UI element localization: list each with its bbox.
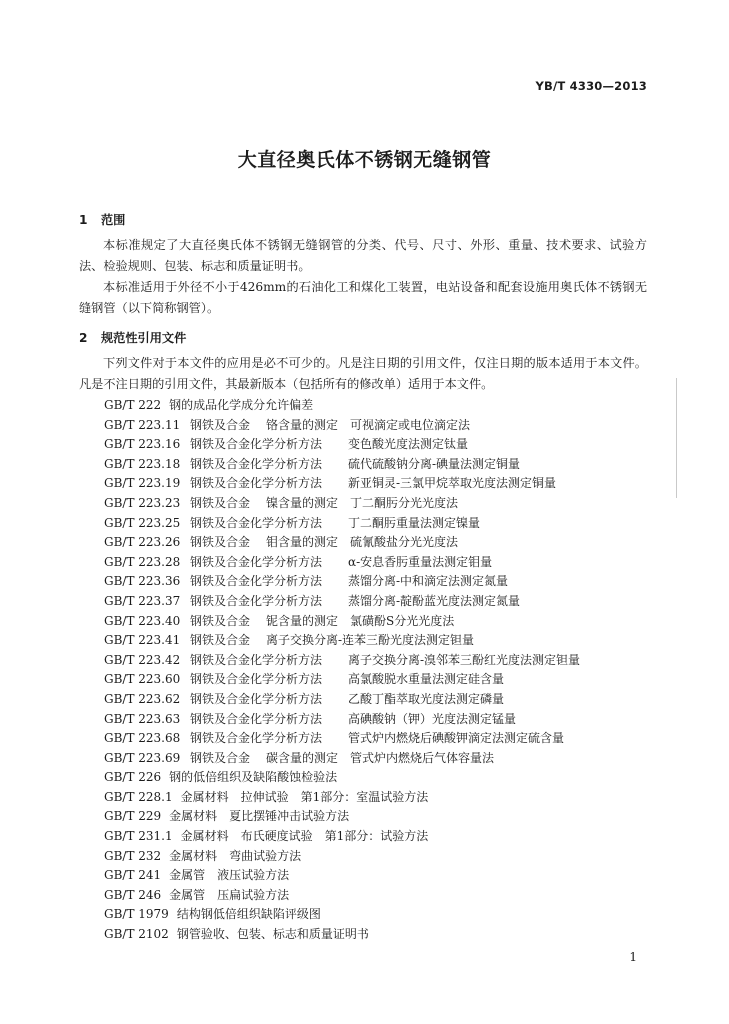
- reference-title-part1: 钢铁及合金: [190, 613, 251, 628]
- reference-code: GB/T 241: [104, 868, 162, 883]
- reference-item: [104, 455, 644, 475]
- reference-title-part2: 高氯酸脱水重量法测定硅含量: [348, 672, 505, 687]
- section-title: 范围: [101, 213, 126, 227]
- reference-item: [104, 690, 644, 710]
- reference-title-part2: α-安息香肟重量法测定钼量: [348, 554, 493, 569]
- reference-code: GB/T 223.41: [104, 633, 181, 648]
- reference-item: [104, 631, 644, 651]
- reference-title-part1: 钢的成品化学成分允许偏差: [169, 398, 314, 412]
- reference-title-part1: 金属管 液压试验方法: [169, 868, 290, 883]
- reference-title-part2: 碳含量的测定 管式炉内燃烧后气体容量法: [266, 750, 495, 765]
- reference-title-part1: 钢铁及合金化学分析方法: [190, 691, 323, 706]
- reference-item: [104, 866, 644, 886]
- reference-title-part1: 结构钢低倍组织缺陷评级图: [176, 907, 321, 922]
- reference-title-part1: 钢铁及合金化学分析方法: [190, 731, 323, 746]
- reference-item: [104, 670, 644, 690]
- reference-title-part1: 金属管 压扁试验方法: [169, 887, 290, 902]
- reference-title-part2: 镍含量的测定 丁二酮肟分光光度法: [266, 495, 459, 510]
- reference-code: GB/T 223.37: [104, 593, 181, 608]
- reference-code: GB/T 226: [104, 770, 162, 785]
- reference-code: GB/T 223.28: [104, 554, 181, 569]
- reference-code: GB/T 223.19: [104, 476, 181, 491]
- reference-title-part1: 钢铁及合金化学分析方法: [190, 437, 323, 452]
- reference-title-part1: 钢铁及合金化学分析方法: [190, 593, 323, 608]
- reference-code: GB/T 222: [104, 398, 162, 412]
- reference-list: [104, 396, 644, 945]
- reference-title-part1: 钢铁及合金化学分析方法: [190, 456, 323, 471]
- reference-title-part2: 铌含量的测定 氯磺酚S分光光度法: [266, 613, 455, 628]
- reference-title-part1: 钢铁及合金化学分析方法: [190, 476, 323, 491]
- reference-code: GB/T 223.26: [104, 535, 181, 550]
- reference-title-part1: 金属材料 布氏硬度试验 第1部分：试验方法: [180, 829, 429, 844]
- section-number: 2: [79, 331, 88, 345]
- standard-number: YB/T 4330—2013: [535, 79, 647, 93]
- reference-title-part2: 离子交换分离-溴邻苯三酚红光度法测定钽量: [348, 652, 581, 667]
- scan-artifact-line: [676, 378, 677, 498]
- reference-code: GB/T 223.40: [104, 613, 181, 628]
- reference-code: GB/T 232: [104, 848, 162, 863]
- reference-title-part2: 钼含量的测定 硫氰酸盐分光光度法: [266, 535, 459, 550]
- reference-code: GB/T 2102: [104, 927, 169, 942]
- reference-item: [104, 396, 644, 416]
- reference-code: GB/T 223.23: [104, 495, 181, 510]
- reference-item: [104, 494, 644, 514]
- paragraph-scope-2: 本标准适用于外径不小于426mm的石油化工和煤化工装置，电站设备和配套设施用奥氏体不锈钢无缝钢管（以下简称钢管）。: [79, 280, 647, 315]
- reference-code: GB/T 229: [104, 809, 162, 824]
- reference-item: [104, 514, 644, 534]
- reference-title-part2: 硫代硫酸钠分离-碘量法测定铜量: [348, 456, 521, 471]
- reference-item: [104, 651, 644, 671]
- reference-item: [104, 827, 644, 847]
- reference-title-part1: 钢铁及合金: [190, 417, 251, 432]
- reference-title-part2: 丁二酮肟重量法测定镍量: [348, 515, 481, 530]
- reference-code: GB/T 228.1: [104, 789, 173, 804]
- reference-item: [104, 533, 644, 553]
- reference-item: [104, 749, 644, 769]
- reference-title-part1: 金属材料 拉伸试验 第1部分：室温试验方法: [180, 789, 429, 804]
- reference-item: [104, 807, 644, 827]
- reference-title-part1: 钢铁及合金化学分析方法: [190, 574, 323, 589]
- reference-item: [104, 768, 644, 788]
- reference-title-part2: 变色酸光度法测定钛量: [348, 437, 469, 452]
- reference-title-part1: 钢铁及合金化学分析方法: [190, 672, 323, 687]
- reference-title-part2: 铬含量的测定 可视滴定或电位滴定法: [266, 417, 471, 432]
- reference-item: [104, 416, 644, 436]
- reference-item: [104, 553, 644, 573]
- reference-item: [104, 435, 644, 455]
- reference-title-part1: 钢铁及合金化学分析方法: [190, 554, 323, 569]
- reference-title-part2: 蒸馏分离-中和滴定法测定氮量: [348, 574, 509, 589]
- reference-item: [104, 592, 644, 612]
- reference-code: GB/T 223.36: [104, 574, 181, 589]
- reference-title-part2: 高碘酸钠（钾）光度法测定锰量: [348, 711, 517, 726]
- reference-code: GB/T 223.25: [104, 515, 181, 530]
- reference-code: GB/T 223.63: [104, 711, 181, 726]
- reference-code: GB/T 223.18: [104, 456, 181, 471]
- reference-title-part1: 钢铁及合金化学分析方法: [190, 711, 323, 726]
- reference-title-part1: 钢的低倍组织及缺陷酸蚀检验法: [169, 770, 338, 785]
- reference-item: [104, 710, 644, 730]
- reference-title-part2: 乙酸丁酯萃取光度法测定磷量: [348, 691, 505, 706]
- paragraph-scope-1: 本标准规定了大直径奥氏体不锈钢无缝钢管的分类、代号、尺寸、外形、重量、技术要求、试验方法、检验规则、包装、标志和质量证明书。: [79, 238, 647, 273]
- section-2-heading: [79, 329, 186, 346]
- section-1-heading: [79, 211, 125, 228]
- section-title: 规范性引用文件: [101, 331, 187, 345]
- reference-item: [104, 847, 644, 867]
- reference-title-part1: 钢铁及合金: [190, 633, 251, 648]
- reference-code: GB/T 223.60: [104, 672, 181, 687]
- reference-title-part1: 金属材料 弯曲试验方法: [169, 848, 302, 863]
- reference-item: [104, 905, 644, 925]
- reference-item: [104, 729, 644, 749]
- reference-code: GB/T 223.68: [104, 731, 181, 746]
- reference-title-part1: 钢铁及合金: [190, 495, 251, 510]
- reference-title-part1: 金属材料 夏比摆锤冲击试验方法: [169, 809, 350, 824]
- reference-title-part1: 钢铁及合金化学分析方法: [190, 652, 323, 667]
- reference-title-part1: 钢铁及合金: [190, 535, 251, 550]
- reference-item: [104, 886, 644, 906]
- reference-title-part2: 离子交换分离-连苯三酚光度法测定钽量: [266, 633, 475, 648]
- reference-item: [104, 572, 644, 592]
- document-title: 大直径奥氏体不锈钢无缝钢管: [237, 149, 492, 171]
- reference-code: GB/T 1979: [104, 907, 169, 922]
- reference-code: GB/T 231.1: [104, 829, 173, 844]
- reference-code: GB/T 223.69: [104, 750, 181, 765]
- reference-item: [104, 788, 644, 808]
- reference-code: GB/T 223.62: [104, 691, 181, 706]
- page-number: 1: [629, 950, 637, 964]
- reference-title-part2: 新亚铜灵-三氯甲烷萃取光度法测定铜量: [348, 476, 557, 491]
- reference-code: GB/T 223.42: [104, 652, 181, 667]
- section-number: 1: [79, 213, 88, 227]
- reference-item: [104, 925, 644, 945]
- reference-title-part1: 钢铁及合金: [190, 750, 251, 765]
- reference-title-part1: 钢铁及合金化学分析方法: [190, 515, 323, 530]
- reference-code: GB/T 246: [104, 887, 162, 902]
- paragraph-normative-refs: 下列文件对于本文件的应用是必不可少的。凡是注日期的引用文件，仅注日期的版本适用于本文件。凡是不注日期的引用文件，其最新版本（包括所有的修改单）适用于本文件。: [79, 356, 647, 391]
- reference-title-part2: 管式炉内燃烧后碘酸钾滴定法测定硫含量: [348, 731, 565, 746]
- reference-item: [104, 612, 644, 632]
- reference-title-part1: 钢管验收、包装、标志和质量证明书: [176, 927, 369, 942]
- reference-code: GB/T 223.11: [104, 417, 181, 432]
- reference-item: [104, 474, 644, 494]
- reference-code: GB/T 223.16: [104, 437, 181, 452]
- reference-title-part2: 蒸馏分离-靛酚蓝光度法测定氮量: [348, 593, 521, 608]
